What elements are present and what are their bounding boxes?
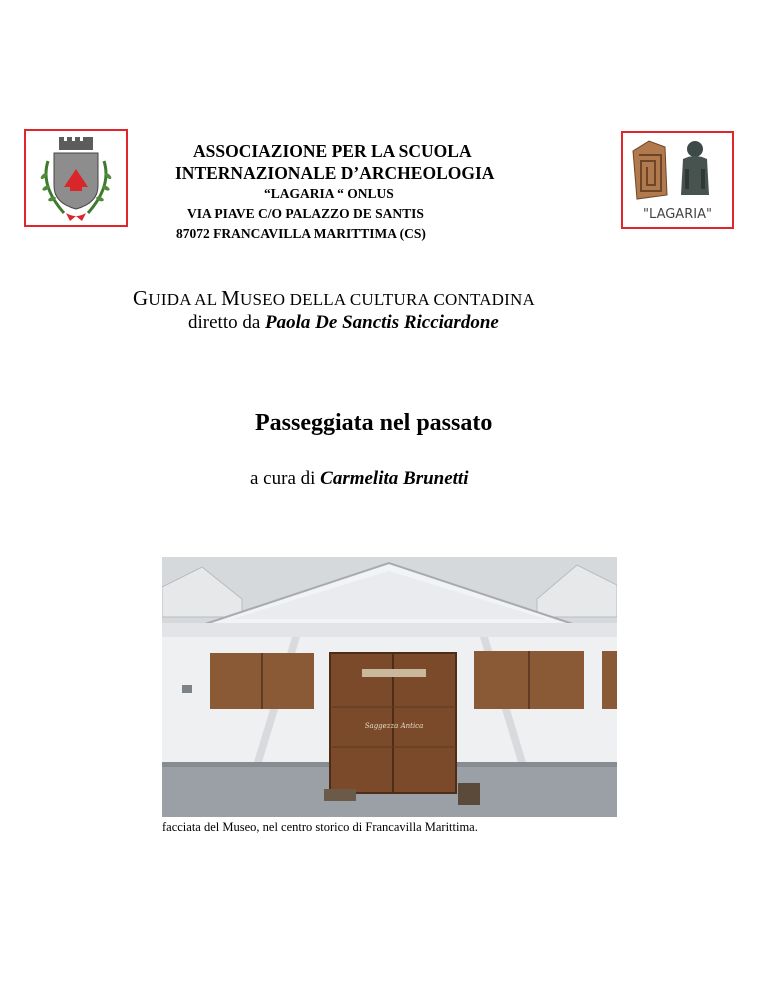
curator-line (250, 468, 469, 490)
curator-name: Carmelita Brunetti (320, 468, 469, 489)
main-title: Passeggiata nel passato (255, 410, 493, 436)
lagaria-logo-text: "LAGARIA" (643, 207, 712, 222)
coat-of-arms-icon (26, 131, 126, 225)
guide-title (133, 286, 535, 311)
address-city: 87072 FRANCAVILLA MARITTIMA (CS) (176, 226, 426, 241)
association-name-line-1: ASSOCIAZIONE PER LA SCUOLA (193, 141, 472, 161)
photo-caption: facciata del Museo, nel centro storico di Francavilla Marittima. (162, 820, 478, 834)
association-subtitle: “LAGARIA “ ONLUS (264, 186, 394, 201)
guide-title-initial-m: M (221, 286, 240, 310)
guide-title-initial-g: G (133, 286, 149, 310)
guide-title-part-2: USEO DELLA CULTURA CONTADINA (240, 290, 535, 309)
address-street: VIA PIAVE C/O PALAZZO DE SANTIS (187, 206, 424, 221)
director-prefix: diretto da (188, 312, 266, 333)
curator-prefix: a cura di (250, 468, 321, 489)
director-name: Paola De Sanctis Ricciardone (265, 312, 499, 333)
guide-title-part-1: UIDA AL (148, 290, 222, 309)
lagaria-logo (621, 131, 734, 229)
director-line (188, 312, 499, 334)
municipal-coat-of-arms-logo (24, 129, 128, 227)
association-name-line-2: INTERNAZIONALE D’ARCHEOLOGIA (175, 163, 495, 183)
lagaria-artifacts-icon (623, 133, 732, 227)
door-sign-text: Saggezza Antica (364, 722, 424, 730)
museum-facade-photo (162, 557, 617, 817)
